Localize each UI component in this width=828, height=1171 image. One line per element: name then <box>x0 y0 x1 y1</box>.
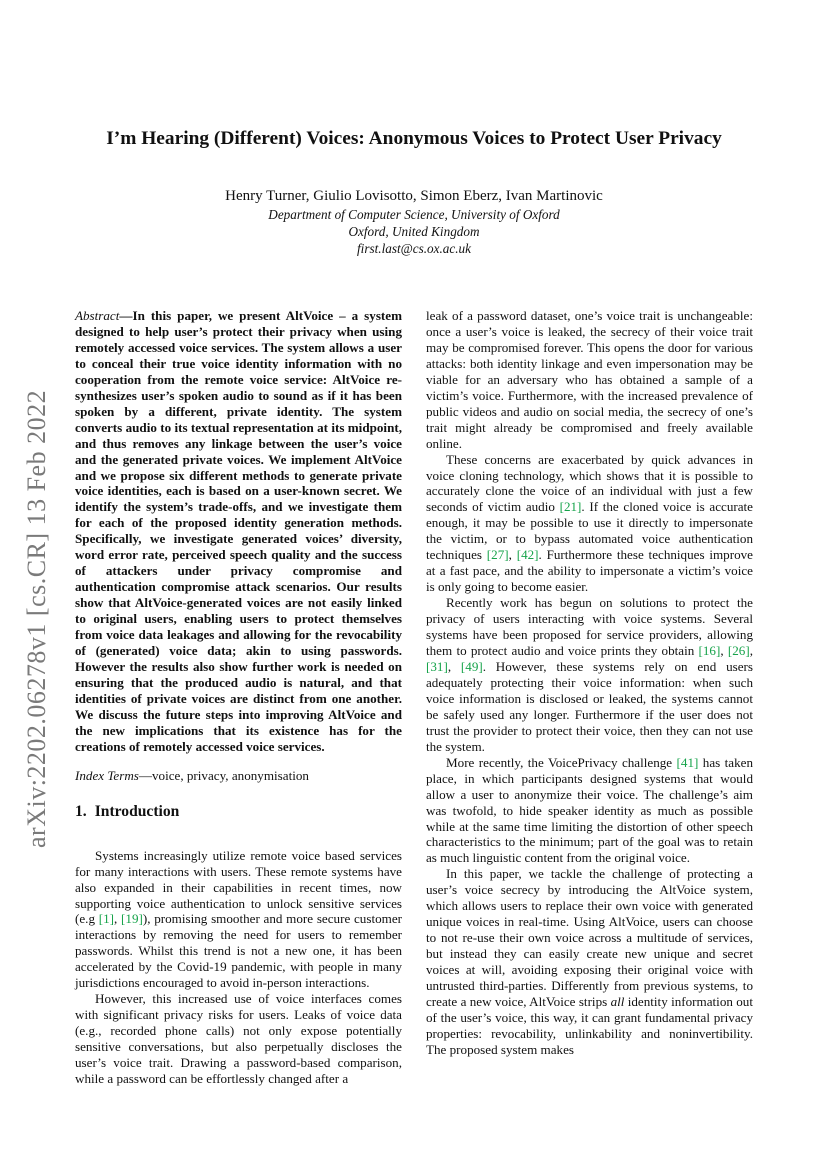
text-run: identity information out of the user’s voice, this way, it can grant fundamental privacy properties: revocability, unlinkability and noninvertibility. The proposed system makes <box>426 993 753 1057</box>
paragraph <box>426 755 753 867</box>
author-list: Henry Turner, Giulio Lovisotto, Simon Eberz, Ivan Martinovic <box>225 188 603 204</box>
right-body-text <box>426 308 753 1058</box>
abstract <box>75 308 402 755</box>
citation-link[interactable]: [21] <box>559 499 582 515</box>
paragraph <box>426 866 753 1057</box>
paragraph <box>75 991 402 1087</box>
text-run: Systems increasingly utilize remote voice based services for many interactions with users. These remote systems have also expanded in their capabilities in recent times, now supporting voice authentication to unlock sensitive services (e.g <box>75 847 402 927</box>
abstract-text: —In this paper, we present AltVoice – a system designed to help user’s protect their privacy when using remotely accessed voice services. The system allows a user to conceal their true voice identity information with no cooperation from the remote voice service: AltVoice re-synthesizes user’s spoken audio to sound as if it has been spoken by a different, private identity. The system converts audio to its textual representation at its midpoint, and thus removes any linkage between the user’s voice and the generated private voices. We implement AltVoice and we propose six different methods to generate private voice identities, each is based on a user-known secret. We identify the system’s trade-offs, and we investigate them for each of the proposed identity generation methods. Specifically, we investigate generated voices’ diversity, word error rate, perceived speech quality and the success of attackers under privacy compromise and authentication compromise attack scenarios. Our results show that AltVoice-generated voices are not easily linked to original users, enabling users to protect themselves from voice data leakages and allowing for the revocability of (generated) voice data; akin to using passwords. However the results also show further work is needed on ensuring that the produced audio is natural, and that identities of private voices are distinct from one another. We discuss the future steps into improving AltVoice and the new implications that its existence has for the creations of remotely accessed voice services. <box>75 308 402 754</box>
left-column <box>75 308 402 1087</box>
text-run: , <box>508 547 517 563</box>
text-run: leak of a password dataset, one’s voice trait is unchangeable: once a user’s voice is leaked, the secrecy of their voice trait may be compromised forever. This opens the door for various attacks: both identity linkage and even impersonation may be viable for an adversary who has obtained a sample of a victim’s voice. Furthermore, with the increased prevalence of public videos and audio on social media, the secrecy of one’s trait might already be compromised and freely available online. <box>426 308 753 451</box>
paper-title: I’m Hearing (Different) Voices: Anonymous Voices to Protect User Privacy <box>106 128 722 149</box>
arxiv-identifier: arXiv:2202.06278v1 [cs.CR] 13 Feb 2022 <box>22 389 51 848</box>
text-run: More recently, the VoicePrivacy challenge <box>446 754 677 770</box>
paragraph <box>426 452 753 596</box>
affiliation-department: Department of Computer Science, University of Oxford <box>268 207 560 222</box>
text-run: , <box>447 658 461 674</box>
affiliation-location: Oxford, United Kingdom <box>348 224 480 239</box>
section-number: 1. <box>75 802 87 820</box>
citation-link[interactable]: [16] <box>698 643 721 659</box>
text-run: , <box>114 911 122 927</box>
index-terms-text: —voice, privacy, anonymisation <box>138 767 309 783</box>
paragraph <box>75 848 402 992</box>
text-run: In this paper, we tackle the challenge of protecting a user’s voice secrecy by introducing the AltVoice system, which allows users to replace their own voice with generated unique voices in real-time. Using AltVoice, users can choose to not re-use their own voice across a multitude of services, but instead they can easily create new unique and secret voices at will, avoiding exposing their original voice with untrusted third-parties. Differently from previous systems, to create a new voice, AltVoice strips <box>426 866 753 1009</box>
citation-link[interactable]: [31] <box>426 658 448 674</box>
section-heading <box>75 802 402 822</box>
citation-link[interactable]: [27] <box>486 547 509 563</box>
citation-link[interactable]: [49] <box>460 658 483 674</box>
citation-link[interactable]: [19] <box>121 911 143 927</box>
abstract-label: Abstract <box>75 308 120 323</box>
emphasis-text: all <box>610 993 625 1009</box>
paragraph <box>426 308 753 452</box>
text-run: Recently work has begun on solutions to protect the privacy of users interacting with voice systems. Several systems have been proposed for service providers, allowing them to protect audio and voice prints they obtain <box>426 595 753 659</box>
affiliation <box>60 206 768 257</box>
section-title: Introduction <box>94 802 180 820</box>
paragraph <box>426 595 753 755</box>
text-run: . Furthermore these techniques improve at a fast pace, and the ability to impersonate a victim’s voice is only going to become easier. <box>426 547 753 595</box>
text-run: ), promising smoother and more secure customer interactions by removing the need for users to remember passwords. Whilst this trend is not a new one, it has been accelerated by the Covid-19 pandemic, with people in many jurisdictions encouraged to avoid in-person interactions. <box>75 911 402 991</box>
index-terms-label: Index Terms <box>75 767 139 783</box>
citation-link[interactable]: [1] <box>98 911 115 927</box>
citation-link[interactable]: [41] <box>676 754 699 770</box>
affiliation-email: first.last@cs.ox.ac.uk <box>357 241 471 256</box>
citation-link[interactable]: [42] <box>516 547 539 563</box>
text-run: , <box>720 643 728 659</box>
text-run: However, this increased use of voice interfaces comes with significant privacy risks for users. Leaks of voice data (e.g., recorded phone calls) not only expose potentially sensitive conversations, but also perpetually discloses the user’s voice trait. Drawing a password-based comparison, while a password can be effortlessly changed after a <box>75 991 402 1086</box>
text-run: , <box>749 643 753 659</box>
right-column <box>426 308 753 1058</box>
text-run: These concerns are exacerbated by quick advances in voice cloning technology, which shows that it is possible to accurately clone the voice of an individual with just a few seconds of victim audio <box>426 451 753 515</box>
left-body-text <box>75 848 402 1087</box>
text-run: has taken place, in which participants designed systems that would allow a user to anonymize their voice. The challenge’s aim was twofold, to hide speaker identity as much as possible while at the same time limiting the distortion of other speech characteristics to the minimum; part of the goal was to retain as much linguistic content from the original voice. <box>426 754 754 866</box>
index-terms <box>75 768 402 784</box>
text-run: . If the cloned voice is accurate enough, it may be possible to use it directly to impersonate the victim, or to bypass automated voice authentication techniques <box>426 499 753 563</box>
citation-link[interactable]: [26] <box>727 643 750 659</box>
text-run: . However, these systems rely on end users adequately protecting their voice information: when such voice information is disclosed or leaked, the systems cannot be safely used any longer. Furthermore if the user does not trust the provider to protect their voice, then they can not use the system. <box>426 658 753 754</box>
